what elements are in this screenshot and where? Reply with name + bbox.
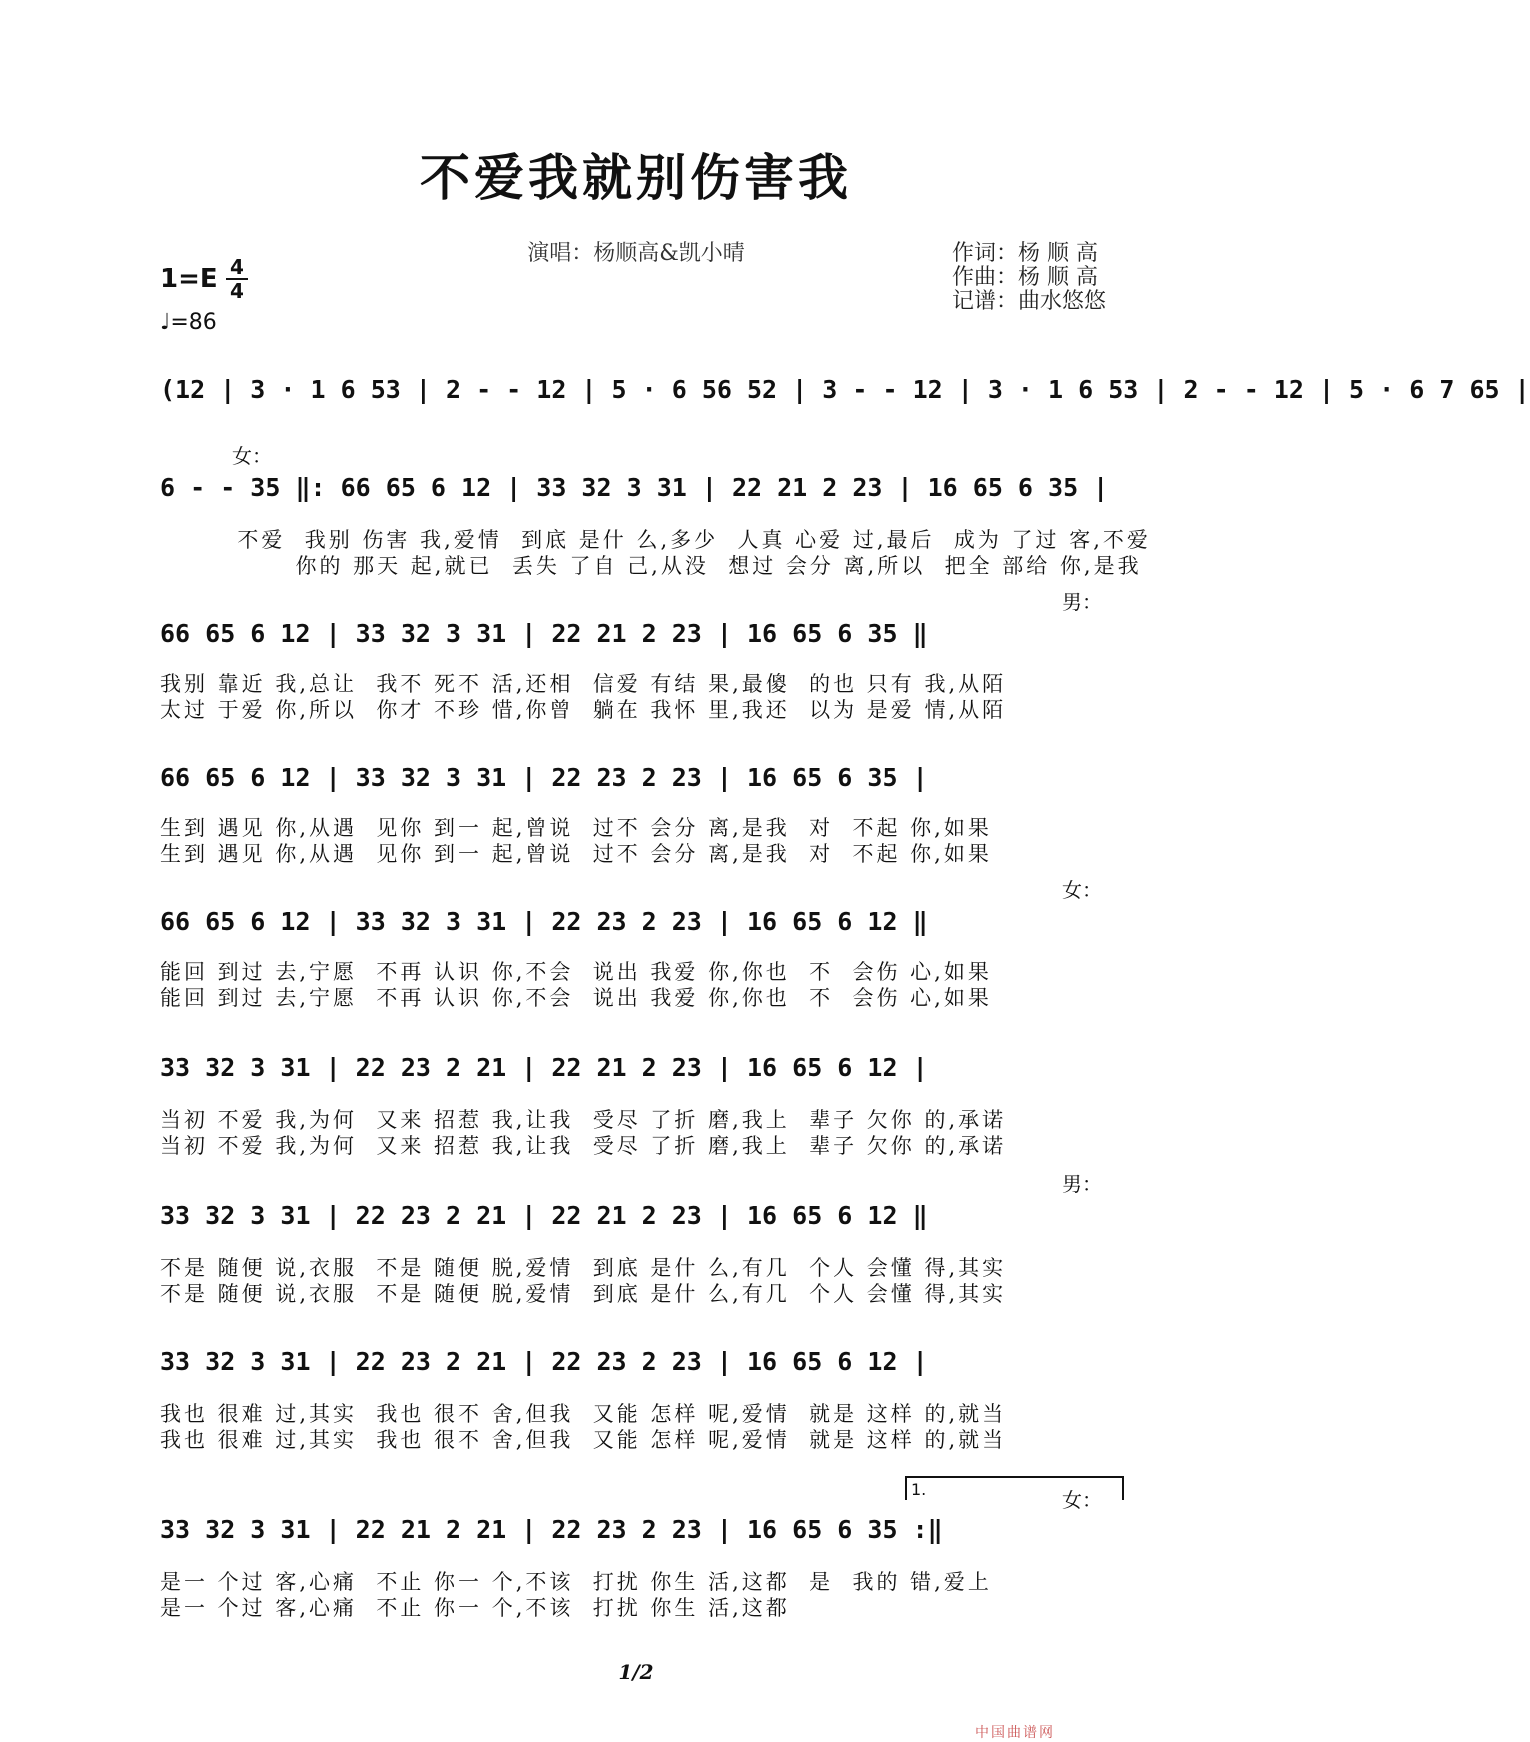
staff-row-9 (160, 1502, 1125, 1562)
staff-row-2 (160, 460, 1125, 520)
volta-label: 1. (911, 1480, 927, 1499)
lyrics-verse-2: 生到 遇见 你,从遇 见你 到一 起,曾说 过不 会分 离,是我 对 不起 你,如果 (160, 842, 992, 866)
part-label: 女： (1062, 878, 1102, 902)
staff-row-8 (160, 1334, 1125, 1394)
lyrics-verse-2: 我也 很难 过,其实 我也 很不 舍,但我 又能 怎样 呢,爱情 就是 这样 的,就当 (160, 1428, 1007, 1452)
lyrics-verse-1: 我别 靠近 我,总让 我不 死不 活,还相 信爱 有结 果,最傻 的也 只有 我,从陌 (160, 672, 1007, 696)
lyrics-verse-1: 能回 到过 去,宁愿 不再 认识 你,不会 说出 我爱 你,你也 不 会伤 心,如果 (160, 960, 992, 984)
lyrics-verse-1: 不是 随便 说,衣服 不是 随便 脱,爱情 到底 是什 么,有几 个人 会懂 得,其实 (160, 1256, 1007, 1280)
transcriber-credit: 记谱：曲水悠悠 (952, 289, 1107, 314)
lyrics-verse-2: 能回 到过 去,宁愿 不再 认识 你,不会 说出 我爱 你,你也 不 会伤 心,如果 (160, 986, 992, 1010)
time-signature-bottom: 4 (226, 278, 248, 302)
lyrics-verse-1: 是一 个过 客,心痛 不止 你一 个,不该 打扰 你生 活,这都 是 我的 错,爱上 (160, 1570, 992, 1594)
lyrics-verse-1: 我也 很难 过,其实 我也 很不 舍,但我 又能 怎样 呢,爱情 就是 这样 的,就当 (160, 1402, 1007, 1426)
staff-row-7 (160, 1188, 1125, 1248)
tempo-marking: ♩=86 (160, 310, 217, 335)
key-signature: 1=E (160, 264, 218, 294)
lyrics-verse-2: 太过 于爱 你,所以 你才 不珍 惜,你曾 躺在 我怀 里,我还 以为 是爱 情,从陌 (160, 698, 1007, 722)
notation-line: 66 65 6 12 | 33 32 3 31 | 22 21 2 23 | 16 65 6 35 ‖ (160, 619, 928, 648)
notation-line: 6 - - 35 ‖: 66 65 6 12 | 33 32 3 31 | 22 21 2 23 | 16 65 6 35 | (160, 473, 1109, 502)
notation-line: 66 65 6 12 | 33 32 3 31 | 22 23 2 23 | 16 65 6 12 ‖ (160, 907, 928, 936)
notation-line: 33 32 3 31 | 22 21 2 21 | 22 23 2 23 | 16 65 6 35 :‖ (160, 1515, 943, 1544)
staff-row-3 (160, 606, 1125, 666)
notation-line: 66 65 6 12 | 33 32 3 31 | 22 23 2 23 | 16 65 6 35 | (160, 763, 928, 792)
lyrics-verse-2: 当初 不爱 我,为何 又来 招惹 我,让我 受尽 了折 磨,我上 辈子 欠你 的,承诺 (160, 1134, 1007, 1158)
notation-line: 33 32 3 31 | 22 23 2 21 | 22 21 2 23 | 16 65 6 12 | (160, 1053, 928, 1082)
lyrics-verse-2: 是一 个过 客,心痛 不止 你一 个,不该 打扰 你生 活,这都 (160, 1596, 790, 1620)
staff-row-1 (160, 362, 1530, 422)
part-label: 男： (1062, 590, 1102, 614)
staff-row-5 (160, 894, 1125, 954)
staff-row-4 (160, 750, 1125, 810)
lyrics-verse-2: 你的 那天 起,就已 丢失 了自 己,从没 想过 会分 离,所以 把全 部给 你,是我 (160, 554, 1142, 578)
lyrics-verse-1: 当初 不爱 我,为何 又来 招惹 我,让我 受尽 了折 磨,我上 辈子 欠你 的,承诺 (160, 1108, 1007, 1132)
notation-line: 33 32 3 31 | 22 23 2 21 | 22 21 2 23 | 16 65 6 12 ‖ (160, 1201, 928, 1230)
staff-row-6 (160, 1040, 1125, 1100)
notation-line: (12 | 3 · 1 6 53 | 2 - - 12 | 5 · 6 56 52 | 3 - - 12 | 3 · 1 6 53 | 2 - - 12 | 5 · 6 7 65 | (160, 375, 1530, 404)
notation-line: 33 32 3 31 | 22 23 2 21 | 22 23 2 23 | 16 65 6 12 | (160, 1347, 928, 1376)
lyrics-verse-1: 生到 遇见 你,从遇 见你 到一 起,曾说 过不 会分 离,是我 对 不起 你,如果 (160, 816, 992, 840)
time-signature-top: 4 (230, 255, 244, 279)
part-label: 女： (232, 444, 272, 468)
song-title: 不爱我就别伤害我 (420, 148, 852, 207)
singers-line: 演唱：杨顺高&凯小晴 (527, 241, 745, 266)
lyricist-credit: 作词：杨 顺 高 (952, 241, 1098, 266)
source-watermark: 中国曲谱网 (975, 1725, 1055, 1741)
lyrics-verse-2: 不是 随便 说,衣服 不是 随便 脱,爱情 到底 是什 么,有几 个人 会懂 得,其实 (160, 1282, 1007, 1306)
lyrics-verse-1: 不爱 我别 伤害 我,爱情 到底 是什 么,多少 人真 心爱 过,最后 成为 了过 客,不爱 (160, 528, 1151, 552)
time-signature (226, 256, 248, 302)
part-label: 女： (1062, 1488, 1102, 1512)
part-label: 男： (1062, 1172, 1102, 1196)
composer-credit: 作曲：杨 顺 高 (952, 265, 1098, 290)
page-number: 1/2 (618, 1660, 654, 1684)
